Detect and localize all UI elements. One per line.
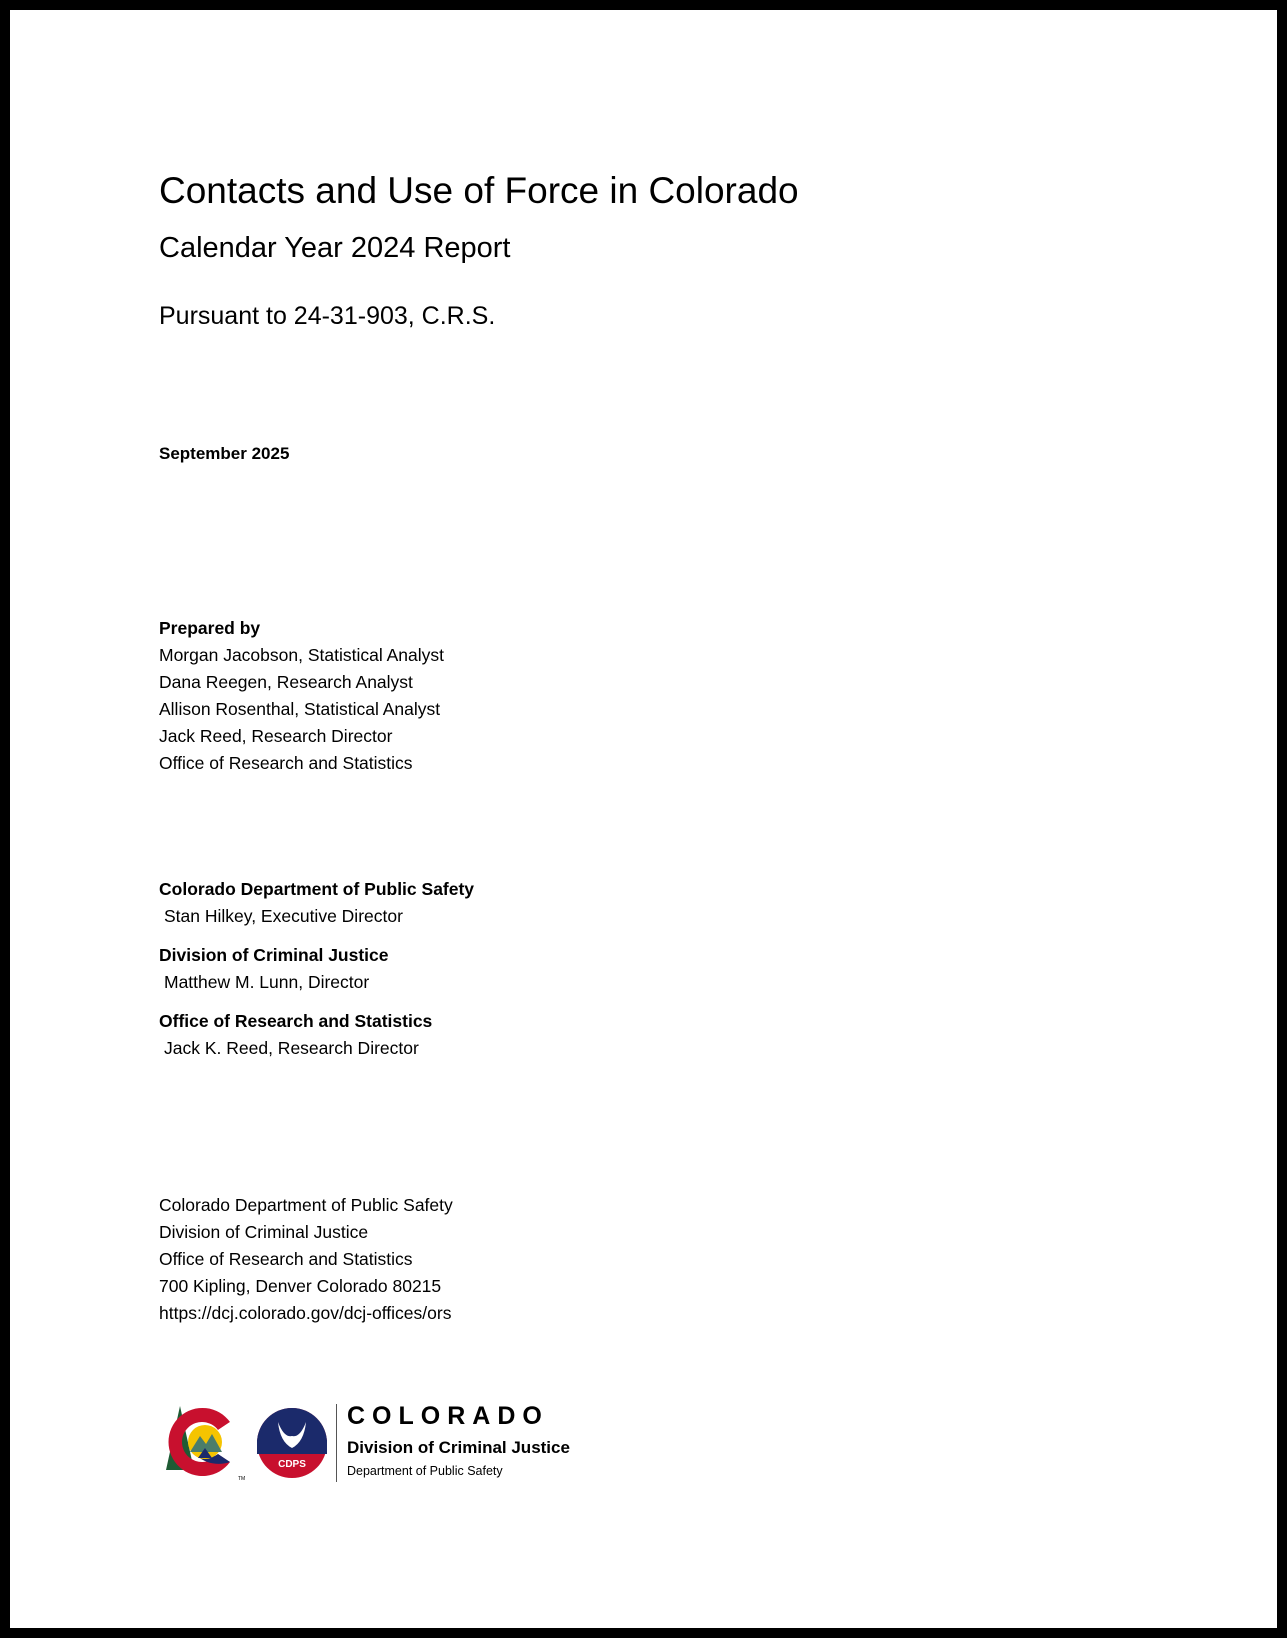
address-line: Division of Criminal Justice (159, 1222, 369, 1242)
website-link[interactable]: https://dcj.colorado.gov/dcj-offices/ors (159, 1303, 452, 1323)
address-block (159, 1192, 453, 1327)
author: Jack Reed, Research Director (159, 726, 393, 746)
address-line: Colorado Department of Public Safety (159, 1195, 453, 1215)
logo-department-name: Department of Public Safety (347, 1464, 503, 1478)
org-leader: Stan Hilkey, Executive Director (164, 906, 403, 926)
publication-date: September 2025 (159, 444, 290, 463)
author-office: Office of Research and Statistics (159, 753, 413, 773)
author: Allison Rosenthal, Statistical Analyst (159, 699, 441, 719)
org-leader: Jack K. Reed, Research Director (164, 1038, 419, 1058)
logo-state-name: COLORADO (347, 1402, 549, 1430)
colorado-dcj-logo (160, 1400, 630, 1490)
organization-section (159, 876, 474, 1062)
org-name: Colorado Department of Public Safety (159, 879, 475, 899)
cdps-badge-text: CDPS (278, 1459, 306, 1470)
org-leader: Matthew M. Lunn, Director (164, 972, 370, 992)
org-name: Office of Research and Statistics (159, 1011, 433, 1031)
prepared-by-heading: Prepared by (159, 618, 261, 638)
statute-reference: Pursuant to 24-31-903, C.R.S. (159, 302, 496, 330)
report-title: Contacts and Use of Force in Colorado (159, 170, 799, 211)
logo-divider (336, 1404, 337, 1482)
org-name: Division of Criminal Justice (159, 945, 389, 965)
author: Morgan Jacobson, Statistical Analyst (159, 645, 445, 665)
report-subtitle: Calendar Year 2024 Report (159, 232, 511, 264)
trademark-text: TM (238, 1476, 246, 1482)
logo-division-name: Division of Criminal Justice (347, 1438, 570, 1457)
prepared-by-section (159, 615, 444, 777)
colorado-c-logo-icon (160, 1400, 335, 1490)
author: Dana Reegen, Research Analyst (159, 672, 413, 692)
address-line: 700 Kipling, Denver Colorado 80215 (159, 1276, 442, 1296)
address-line: Office of Research and Statistics (159, 1249, 413, 1269)
document-page (10, 10, 1277, 1628)
